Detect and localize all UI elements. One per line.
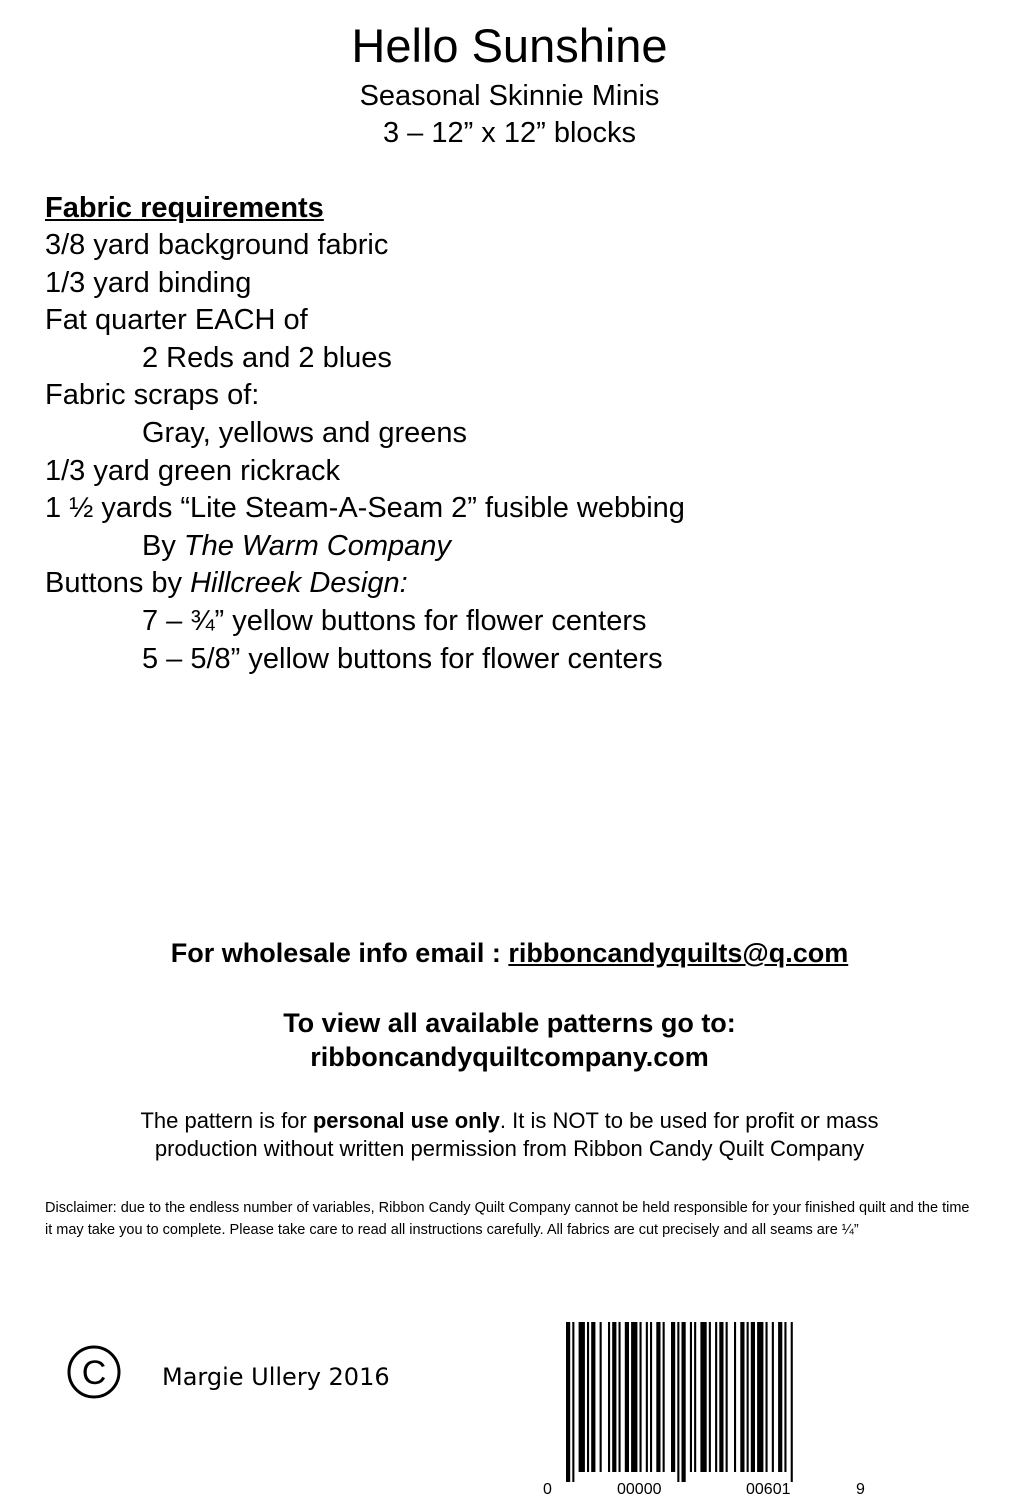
barcode-bar <box>715 1322 717 1472</box>
barcode-bar <box>663 1322 665 1472</box>
barcode-bar <box>682 1322 686 1482</box>
barcode-bar <box>671 1322 675 1472</box>
barcode-bar <box>608 1322 610 1472</box>
author-credit: Margie Ullery 2016 <box>162 1363 390 1391</box>
usage-post: . It is NOT to be used for profit or mass <box>499 1108 879 1133</box>
fabric-item: 1 ½ yards “Lite Steam-A-Seam 2” fusible webbing <box>45 492 685 525</box>
fabric-subitem: 2 Reds and 2 blues <box>142 341 392 374</box>
fabric-subitem: 5 – 5/8” yellow buttons for flower centers <box>142 642 663 675</box>
barcode-icon <box>548 1322 868 1482</box>
fabric-item <box>45 565 685 603</box>
fabric-item: 1/3 yard green rickrack <box>45 454 340 487</box>
barcode-bar <box>709 1322 711 1472</box>
barcode-bar <box>650 1322 652 1472</box>
barcode-bar <box>579 1322 585 1472</box>
usage-bold: personal use only <box>312 1108 500 1133</box>
barcode-bar <box>751 1322 755 1472</box>
barcode-bar <box>747 1322 749 1472</box>
webbing-company: The Warm Company <box>183 529 451 562</box>
fabric-item: 1/3 yard binding <box>45 266 252 299</box>
barcode-digit-left: 0 <box>543 1481 552 1498</box>
usage-notice-line2: production without written permission from Ribbon Candy Quilt Company <box>154 1136 865 1161</box>
barcode-bar <box>791 1322 793 1482</box>
barcode-bar <box>719 1322 723 1472</box>
barcode-group-2: 00601 <box>746 1481 791 1498</box>
barcode-digit-right: 9 <box>856 1481 865 1498</box>
barcode-bar <box>690 1322 692 1472</box>
patterns-label: To view all available patterns go to: <box>283 1008 736 1038</box>
barcode-bar <box>757 1322 763 1472</box>
barcode-bar <box>772 1322 774 1472</box>
buttons-by: Buttons by <box>45 567 191 600</box>
fabric-requirements <box>45 190 685 678</box>
barcode-bar <box>566 1322 570 1482</box>
barcode-bar <box>587 1322 589 1472</box>
barcode-bar <box>619 1322 621 1472</box>
barcode-bar <box>784 1322 786 1472</box>
fabric-heading: Fabric requirements <box>45 192 324 224</box>
wholesale-label: For wholesale info email : <box>170 938 509 968</box>
copyright-icon <box>66 1344 122 1400</box>
pattern-subtitle: Seasonal Skinnie Minis <box>359 80 660 112</box>
usage-notice <box>0 1107 1019 1135</box>
fabric-subitem: Gray, yellows and greens <box>142 416 468 449</box>
barcode-group-1: 00000 <box>617 1481 662 1498</box>
barcode-bar <box>612 1322 616 1472</box>
barcode-bar <box>766 1322 768 1472</box>
fabric-item: 3/8 yard background fabric <box>45 229 389 261</box>
svg-text:C: C <box>81 1354 107 1392</box>
block-size: 3 – 12” x 12” blocks <box>382 117 637 149</box>
fabric-item: Fabric scraps of: <box>45 379 260 412</box>
barcode-bar <box>640 1322 642 1472</box>
fabric-subitem: 7 – ¾” yellow buttons for flower centers <box>142 604 647 637</box>
fabric-item: Fat quarter EACH of <box>45 304 308 337</box>
barcode-bar <box>591 1322 595 1472</box>
usage-pre: The pattern is for <box>140 1108 313 1133</box>
wholesale-email-link[interactable]: ribboncandyquilts@q.com <box>508 938 849 968</box>
buttons-company: Hillcreek Design: <box>190 567 408 600</box>
fabric-subitem <box>45 528 685 566</box>
barcode-bar <box>625 1322 629 1472</box>
barcode-bar <box>778 1322 782 1472</box>
barcode-bar <box>572 1322 574 1482</box>
webbing-by: By <box>142 529 184 562</box>
barcode-bar <box>734 1322 736 1472</box>
barcode-bar <box>740 1322 744 1472</box>
barcode-bar <box>726 1322 728 1472</box>
pattern-title: Hello Sunshine <box>351 19 668 72</box>
disclaimer: Disclaimer: due to the endless number of variables, Ribbon Candy Quilt Company cannot be held responsible for your finished quilt and the time it may take you to complete. Please take care to read all instructions carefully. All fabrics are cut precisely and all seams are ¼” <box>45 1200 970 1238</box>
wholesale-info <box>0 935 1019 971</box>
barcode-bar <box>600 1322 602 1472</box>
barcode-bar <box>694 1322 696 1472</box>
barcode-bar <box>656 1322 660 1472</box>
barcode-bar <box>677 1322 679 1482</box>
barcode-bar <box>631 1322 637 1472</box>
barcode-bar <box>700 1322 706 1472</box>
patterns-site-link[interactable]: ribboncandyquiltcompany.com <box>310 1042 709 1072</box>
barcode-bar <box>646 1322 648 1472</box>
